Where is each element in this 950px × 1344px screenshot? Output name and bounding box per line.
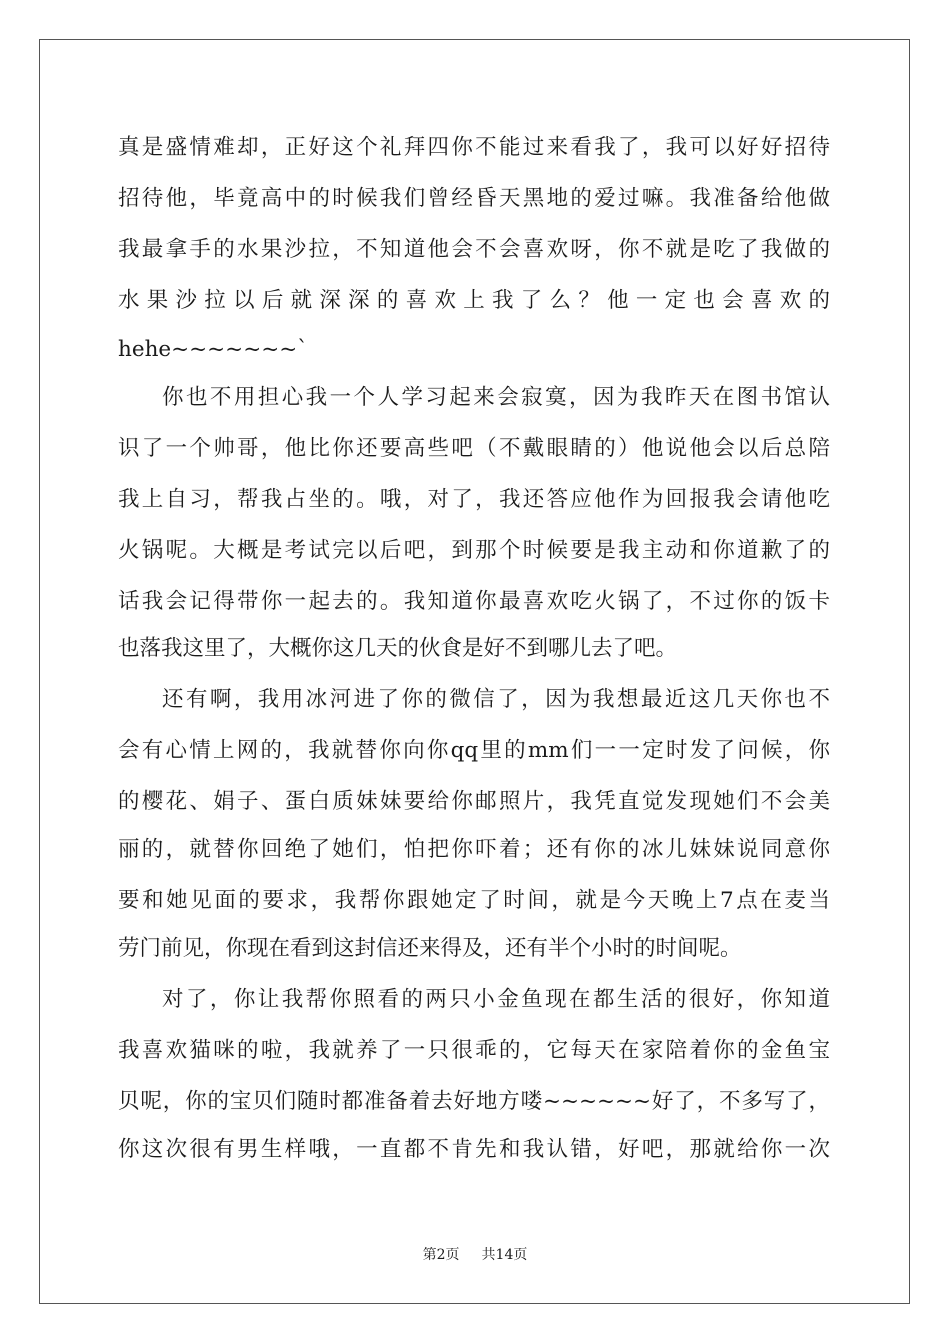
body-line: 贝呢，你的宝贝们随时都准备着去好地方喽~~~~~~好了，不多写了，	[118, 1089, 830, 1114]
body-line: 的樱花、娟子、蛋白质妹妹要给你邮照片，我凭直觉发现她们不会美	[118, 789, 830, 814]
page-footer	[0, 1244, 950, 1264]
body-line: 丽的，就替你回绝了她们，怕把你吓着；还有你的冰儿妹妹说同意你	[118, 837, 830, 862]
page-number: 第2页	[422, 1247, 460, 1263]
body-line: 火锅呢。大概是考试完以后吧，到那个时候要是我主动和你道歉了的	[118, 538, 830, 563]
body-line: 招待他，毕竟高中的时候我们曾经昏天黑地的爱过嘛。我准备给他做	[118, 186, 830, 211]
body-line: 我最拿手的水果沙拉，不知道他会不会喜欢呀，你不就是吃了我做的	[118, 237, 830, 262]
body-line: 话我会记得带你一起去的。我知道你最喜欢吃火锅了，不过你的饭卡	[118, 589, 830, 614]
body-line: 也落我这里了，大概你这几天的伙食是好不到哪儿去了吧。	[118, 636, 678, 661]
body-line: 你这次很有男生样哦，一直都不肯先和我认错，好吧，那就给你一次	[118, 1137, 830, 1162]
body-line: 会有心情上网的，我就替你向你qq里的mm们一一定时发了问候，你	[118, 738, 830, 763]
page-total: 共14页	[481, 1247, 528, 1263]
body-line: 我上自习，帮我占坐的。哦，对了，我还答应他作为回报我会请他吃	[118, 487, 830, 512]
body-line: 水果沙拉以后就深深的喜欢上我了么？他一定也会喜欢的	[118, 288, 830, 313]
body-line: 劳门前见，你现在看到这封信还来得及，还有半个小时的时间呢。	[118, 936, 742, 961]
body-line: 识了一个帅哥，他比你还要高些吧（不戴眼睛的）他说他会以后总陪	[118, 436, 830, 461]
body-line: hehe~~~~~~~`	[118, 337, 308, 362]
body-line: 要和她见面的要求，我帮你跟她定了时间，就是今天晚上7点在麦当	[118, 888, 830, 913]
paragraph-first-line: 对了，你让我帮你照看的两只小金鱼现在都生活的很好，你知道	[162, 987, 830, 1012]
paragraph-first-line: 还有啊，我用冰河进了你的微信了，因为我想最近这几天你也不	[162, 687, 830, 712]
body-line: 我喜欢猫咪的啦，我就养了一只很乖的，它每天在家陪着你的金鱼宝	[118, 1038, 830, 1063]
body-line: 真是盛情难却，正好这个礼拜四你不能过来看我了，我可以好好招待	[118, 135, 830, 160]
paragraph-first-line: 你也不用担心我一个人学习起来会寂寞，因为我昨天在图书馆认	[162, 385, 830, 410]
